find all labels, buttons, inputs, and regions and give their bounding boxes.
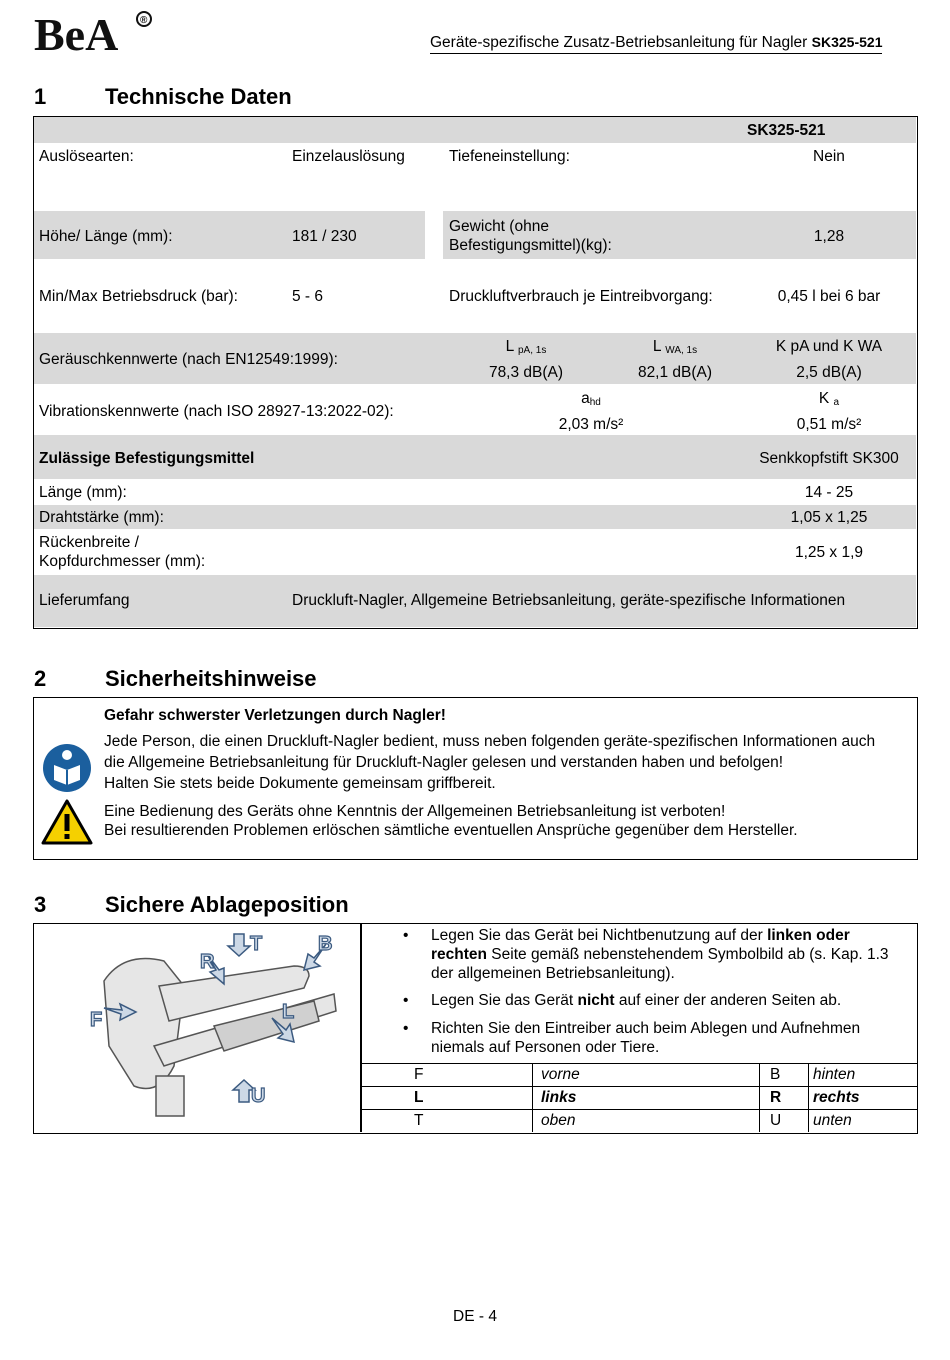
- back-width-label-line2: Kopfdurchmesser (mm):: [39, 553, 206, 570]
- height-label: Höhe/ Länge (mm):: [39, 228, 173, 245]
- fastener-value: Senkkopfstift SK300: [759, 450, 899, 467]
- section-heading-2: [34, 666, 634, 694]
- length-value: 14 - 25: [804, 484, 854, 501]
- direction-key: U: [760, 1110, 809, 1133]
- direction-key: B: [760, 1064, 809, 1087]
- vibration-header-ka: K $_a$: [818, 390, 840, 408]
- direction-value: unten: [809, 1110, 919, 1133]
- noise-value-k: 2,5 dB(A): [796, 364, 862, 381]
- label-l: L: [282, 1001, 295, 1023]
- direction-value: oben: [533, 1110, 760, 1133]
- noise-header-lpa: L $_{pA, 1s}$: [505, 338, 547, 356]
- bullet-1-line2: rechten Seite gemäß nebenstehendem Symbolbild ab (s. Kap. 1.3: [431, 946, 889, 963]
- air-consumption-label: Druckluftverbrauch je Eintreibvorgang:: [449, 288, 713, 305]
- vibration-header-ahd: $a_{hd}$: [581, 390, 601, 408]
- vibration-value-ahd: 2,03 m/s²: [558, 416, 624, 433]
- section-number: 1: [34, 84, 47, 109]
- logo-text: BeA: [34, 10, 119, 56]
- safety-paragraph-1-line1: Jede Person, die einen Druckluft-Nagler bedient, muss neben folgenden geräte-spezifischen Informationen auch: [104, 733, 876, 750]
- bea-logo: [34, 10, 154, 56]
- noise-label: Geräuschkennwerte (nach EN12549:1999):: [39, 351, 338, 368]
- bullet-3-line1: Richten Sie den Eintreiber auch beim Ablegen und Aufnehmen: [431, 1020, 861, 1037]
- table-row: [361, 1087, 918, 1110]
- tech-data-table: [33, 116, 918, 629]
- depth-value: Nein: [813, 148, 845, 165]
- weight-value: 1,28: [813, 228, 845, 245]
- back-width-value: 1,25 x 1,9: [794, 544, 864, 561]
- depth-label: Tiefeneinstellung:: [449, 148, 570, 165]
- pressure-label: Min/Max Betriebsdruck (bar):: [39, 288, 238, 305]
- section-heading-1: [34, 84, 634, 112]
- fastener-label: Zulässige Befestigungsmittel: [39, 450, 255, 467]
- nailer-orientation-illustration: [64, 926, 354, 1126]
- header-model: SK325-521: [811, 34, 883, 50]
- safety-paragraph-1-line3: Halten Sie stets beide Dokumente gemeinsam griffbereit.: [104, 775, 496, 792]
- air-consumption-value: 0,45 l bei 6 bar: [777, 288, 881, 305]
- section-title: Technische Daten: [105, 84, 292, 109]
- safety-box: [33, 697, 918, 860]
- safety-paragraph-2-line2: Bei resultierenden Problemen erlöschen sämtliche eventuellen Ansprüche gegenüber dem Hersteller.: [104, 822, 798, 839]
- model-heading: SK325-521: [747, 122, 826, 139]
- label-b: B: [318, 933, 333, 955]
- bullet-2: Legen Sie das Gerät nicht auf einer der anderen Seiten ab.: [431, 992, 842, 1009]
- bullet-3-line2: niemals auf Personen oder Tiere.: [431, 1039, 660, 1056]
- header-title-text: Geräte-spezifische Zusatz-Betriebsanleitung für Nagler: [430, 34, 808, 51]
- back-width-label-line1: Rückenbreite /: [39, 534, 139, 551]
- weight-label-line2: Befestigungsmittel)(kg):: [449, 237, 612, 254]
- safety-paragraph-1-line2: die Allgemeine Betriebsanleitung für Druckluft-Nagler gelesen und verstanden haben und befolgen!: [104, 754, 784, 771]
- page-number: DE - 4: [453, 1308, 497, 1325]
- vibration-label: Vibrationskennwerte (nach ISO 28927-13:2022-02):: [39, 403, 394, 420]
- section-number: 2: [34, 666, 47, 691]
- svg-text:®: ®: [140, 15, 148, 26]
- direction-value: hinten: [809, 1064, 919, 1087]
- direction-value: links: [533, 1087, 760, 1110]
- height-value: 181 / 230: [292, 228, 357, 245]
- table-row: [361, 1110, 918, 1133]
- noise-value-lwa: 82,1 dB(A): [637, 364, 713, 381]
- direction-value: rechts: [809, 1087, 919, 1110]
- noise-header-lwa: L $_{WA, 1s}$: [652, 338, 698, 356]
- wire-value: 1,05 x 1,25: [790, 509, 868, 526]
- read-manual-icon: [42, 743, 92, 793]
- scope-value: Druckluft-Nagler, Allgemeine Betriebsanleitung, geräte-spezifische Informationen: [292, 592, 846, 609]
- safety-paragraph-2-line1: Eine Bedienung des Geräts ohne Kenntnis der Allgemeinen Betriebsanleitung ist verboten!: [104, 803, 726, 820]
- table-row: [361, 1064, 918, 1087]
- section-heading-3: [34, 892, 634, 920]
- direction-table: [361, 1063, 918, 1132]
- noise-value-lpa: 78,3 dB(A): [488, 364, 564, 381]
- direction-key: R: [760, 1087, 809, 1110]
- warning-title: Gefahr schwerster Verletzungen durch Nagler!: [104, 707, 446, 724]
- label-f: F: [90, 1009, 103, 1031]
- storage-position-box: T B R F L U • Legen Sie das Gerät bei Nichtbenutzung auf der linken oder rechten Seite gemäß nebenstehendem Symbolbild ab (s. Kap. 1.3 der allgemeinen Betriebsanleitung). • Legen Sie das Gerät nicht auf einer der anderen Seiten ab. • Richten Sie den Eintreiber auch beim Ablegen und Aufnehmen niemals auf Personen oder Tiere. F vorne B hinten L links R rechts T oben U unten: [33, 923, 918, 1134]
- weight-label-line1: Gewicht (ohne: [449, 218, 549, 235]
- warning-icon: [40, 798, 94, 846]
- noise-header-k: K pA und K WA: [775, 338, 883, 355]
- label-r: R: [200, 951, 215, 973]
- wire-label: Drahtstärke (mm):: [39, 509, 164, 526]
- trigger-value: Einzelauslösung: [292, 148, 405, 165]
- label-u: U: [251, 1085, 266, 1107]
- direction-key: L: [361, 1087, 533, 1110]
- trigger-label: Auslösearten:: [39, 148, 134, 165]
- section-title: Sichere Ablageposition: [105, 892, 349, 917]
- pressure-value: 5 - 6: [292, 288, 324, 305]
- direction-key: T: [361, 1110, 533, 1133]
- bullet-1-line3: der allgemeinen Betriebsanleitung).: [431, 965, 675, 982]
- label-t: T: [250, 933, 263, 955]
- scope-label: Lieferumfang: [39, 592, 130, 609]
- section-number: 3: [34, 892, 47, 917]
- length-label: Länge (mm):: [39, 484, 127, 501]
- bullet-1-line1: Legen Sie das Gerät bei Nichtbenutzung auf der linken oder: [431, 927, 850, 944]
- direction-value: vorne: [533, 1064, 760, 1087]
- header-title: [430, 34, 882, 54]
- section-title: Sicherheitshinweise: [105, 666, 317, 691]
- direction-key: F: [361, 1064, 533, 1087]
- vibration-value-ka: 0,51 m/s²: [796, 416, 862, 433]
